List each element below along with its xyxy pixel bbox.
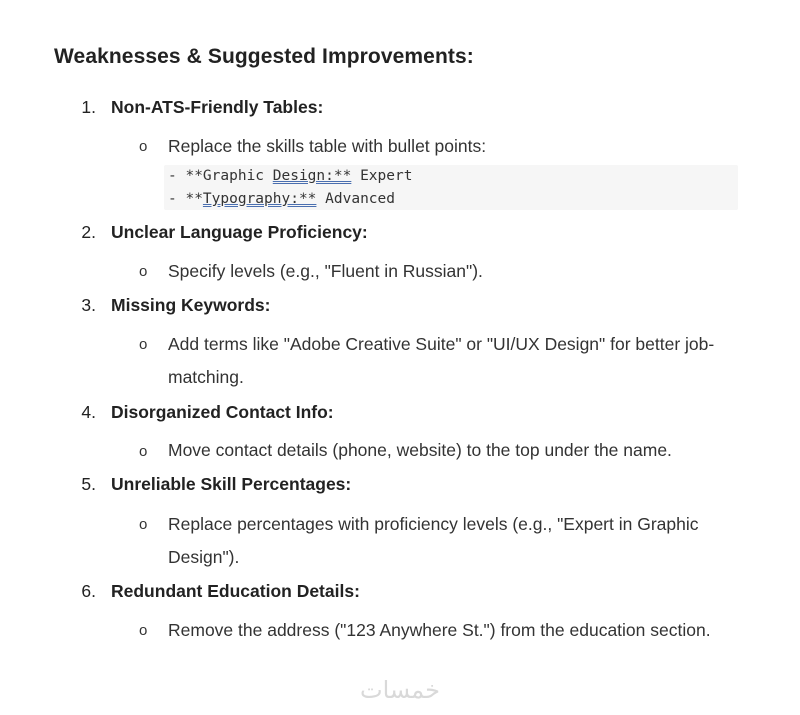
bullet-icon: o [139,138,148,155]
item-title: Unclear Language Proficiency: [111,222,368,242]
section-heading: Weaknesses & Suggested Improvements: [54,45,474,68]
item-number: 1. [81,97,96,117]
item-description: Replace the skills table with bullet points: [168,136,487,156]
item-description: Add terms like "Adobe Creative Suite" or "UI/UX Design" for better job-matching. [168,334,715,387]
item-title: Missing Keywords: [111,295,271,315]
watermark-logo: خمسات [359,676,441,704]
code-block [164,165,738,210]
bullet-icon: o [139,336,148,353]
item-title: Unreliable Skill Percentages: [111,474,352,494]
item-title: Non-ATS-Friendly Tables: [111,97,324,117]
item-title: Redundant Education Details: [111,581,360,601]
code-line: - **Graphic Design:** Expert [168,168,413,184]
code-line: - **Typography:** Advanced [168,191,395,207]
item-number: 5. [81,474,96,494]
item-title: Disorganized Contact Info: [111,402,334,422]
bullet-icon: o [139,443,148,460]
spellcheck-underlined-text: Typography:** [202,191,317,207]
item-description: Replace percentages with proficiency levels (e.g., "Expert in Graphic Design"). [168,514,699,567]
bullet-icon: o [139,622,148,639]
item-description: Remove the address ("123 Anywhere St.") from the education section. [168,620,711,640]
bullet-icon: o [139,516,148,533]
spellcheck-underlined-text: Design:** [272,168,352,184]
item-description: Specify levels (e.g., "Fluent in Russian"). [168,261,483,281]
item-number: 3. [81,295,96,315]
item-number: 2. [81,222,96,242]
item-number: 6. [81,581,96,601]
item-number: 4. [81,402,96,422]
item-description: Move contact details (phone, website) to the top under the name. [168,440,672,460]
bullet-icon: o [139,263,148,280]
